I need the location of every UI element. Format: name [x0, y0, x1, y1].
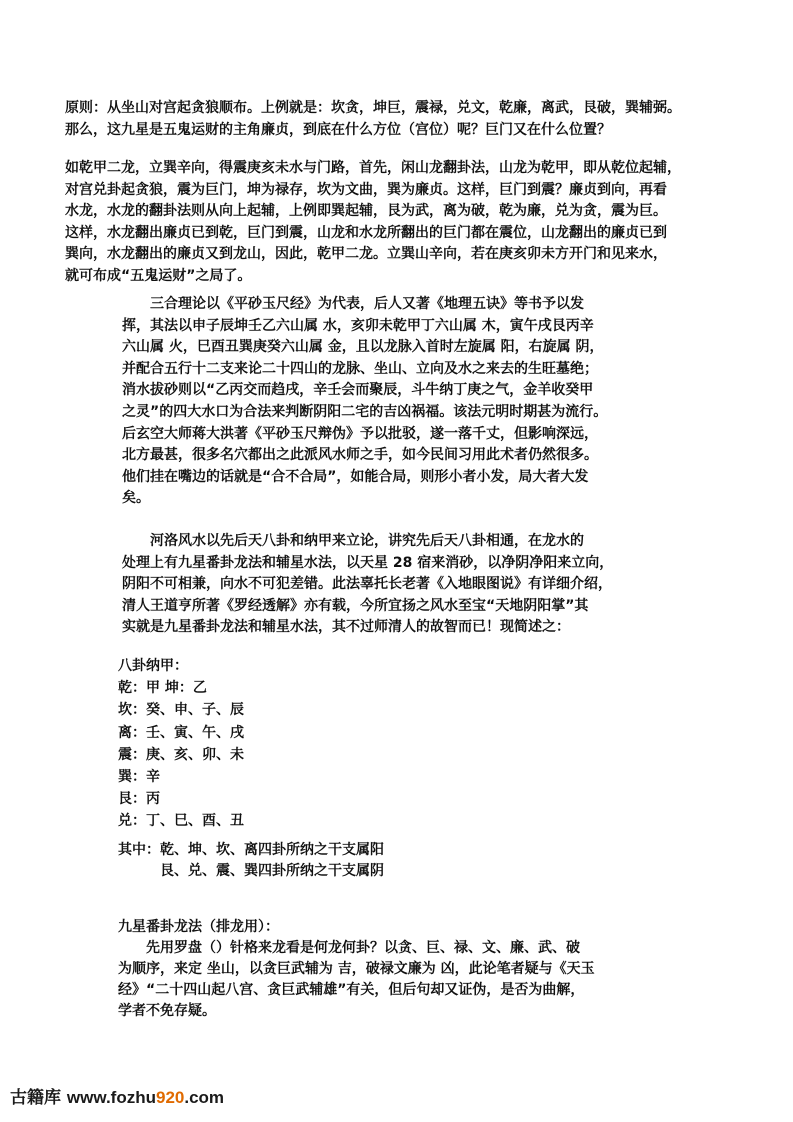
text-line: 处理上有九星番卦龙法和辅星水法，以天星 28 宿来消砂，以净阴净阳来立向，: [122, 554, 614, 571]
paragraph-example: [65, 158, 681, 288]
section-heading: 九星番卦龙法（排龙用）：: [118, 919, 279, 935]
list-item: 震：庚、亥、卯、未: [118, 746, 244, 763]
text-line: 为顺序，来定 坐山，以贪巨武辅为 吉，破禄文廉为 凶，此论笔者疑与《天玉: [118, 961, 595, 977]
text-line: 他们挂在嘴边的话就是“合不合局”，如能合局，则形小者小发，局大者大发: [122, 468, 589, 485]
text-line: 如乾甲二龙，立巽辛向，得震庚亥未水与门路，首先，闲山龙翻卦法，山龙为乾甲，即从乾位起辅，: [65, 160, 681, 176]
site-url-number: 920: [156, 1088, 185, 1107]
section-heading: 八卦纳甲：: [118, 658, 188, 674]
text-line: 河洛风水以先后天八卦和纳甲来立论，讲究先后天八卦相通，在龙水的: [122, 533, 584, 549]
text-line: 消水拔砂则以“乙丙交而趋戌，辛壬会而聚辰，斗牛纳丁庚之气，金羊收癸甲: [122, 382, 594, 399]
text-line: 三合理论以《平砂玉尺经》为代表，后人又著《地理五诀》等书予以发: [122, 296, 584, 312]
text-line: 之灵”的四大水口为合法来判断阴阳二宅的吉凶祸福。该法元明时期甚为流行。: [122, 403, 608, 420]
text-line: 挥，其法以申子辰坤壬乙六山属 水，亥卯未乾甲丁六山属 木，寅午戌艮丙辛: [122, 317, 594, 334]
text-line: 这样，水龙翻出廉贞已到乾，巨门到震，山龙和水龙所翻出的巨门都在震位，山龙翻出的廉贞已到: [65, 224, 667, 241]
text-line: 经》“二十四山起八宫、贪巨武辅雄”有关，但后句却又证伪，是否为曲解，: [118, 982, 585, 998]
text-line: 就可布成“五鬼运财”之局了。: [65, 267, 252, 284]
text-line: 清人王道亨所著《罗经透解》亦有载，今所宜扬之风水至宝“天地阴阳掌”其: [122, 597, 589, 614]
text-line: 后玄空大师蒋大洪著《平砂玉尺辩伪》予以批驳，遂一落千丈，但影响深远，: [122, 425, 598, 442]
jiuxing-section: [118, 917, 595, 1022]
text-line: 那么，这九星是五鬼运财的主角廉贞，到底在什么方位（宫位）呢？巨门又在什么位置？: [65, 121, 611, 138]
text-line: 原则：从坐山对宫起贪狼顺布。上例就是：坎贪，坤巨，震禄，兑文，乾廉，离武，艮破，巽辅弼。: [65, 100, 681, 116]
list-item: 坎：癸、申、子、辰: [118, 702, 244, 719]
text-line: 对宫兑卦起贪狼，震为巨门，坤为禄存，坎为文曲，巽为廉贞。这样，巨门到震？廉贞到向，再看: [65, 181, 667, 198]
list-item: 巽：辛: [118, 769, 160, 786]
text-line: 并配合五行十二支来论二十四山的龙脉、坐山、立向及水之来去的生旺墓绝；: [122, 360, 598, 377]
text-line: 其中：乾、坤、坎、离四卦所纳之干支属阳: [118, 842, 384, 858]
text-line: 艮、兑、震、巽四卦所纳之干支属阴: [118, 863, 384, 879]
text-line: 水龙，水龙的翻卦法则从向上起辅，上例即巽起辅，艮为武，离为破，乾为廉，兑为贪，震为巨。: [65, 203, 667, 220]
site-url-prefix: www.fozhu: [66, 1088, 156, 1107]
list-item: 离：壬、寅、午、戌: [118, 724, 244, 741]
yin-yang-note: [118, 840, 384, 882]
text-line: 学者不免存疑。: [118, 1003, 216, 1019]
text-line: 先用罗盘（）针格来龙看是何龙何卦？以贪、巨、禄、文、廉、武、破: [118, 940, 580, 956]
site-name: 古籍库: [10, 1088, 61, 1108]
paragraph-principle: [65, 98, 681, 141]
text-line: 阴阳不可相兼，向水不可犯差错。此法辜托长老著《入地眼图说》有详细介绍，: [122, 576, 612, 593]
paragraph-heluo: [122, 531, 613, 639]
site-url-suffix: .com: [184, 1088, 225, 1107]
text-line: 矣。: [122, 490, 150, 507]
text-line: 实就是九星番卦龙法和辅星水法，其不过师清人的故智而已！现简述之：: [122, 619, 570, 636]
list-item: 兑：丁、巳、酉、丑: [118, 813, 244, 830]
text-line: 巽向，水龙翻出的廉贞又到龙山，因此，乾甲二龙。立巽山辛向，若在庚亥卯未方开门和见来水，: [65, 246, 667, 263]
bagua-najia-list: [118, 655, 244, 833]
list-item: 艮：丙: [118, 791, 160, 808]
text-line: 六山属 火，巳酉丑巽庚癸六山属 金，且以龙脉入首时左旋属 阳，右旋属 阴，: [122, 339, 604, 356]
list-item: 乾：甲 坤：乙: [118, 680, 207, 697]
paragraph-sanhe: [122, 294, 607, 510]
text-line: 北方最甚，很多名穴都出之此派风水师之手，如今民间习用此术者仍然很多。: [122, 447, 598, 464]
footer-watermark: [10, 1087, 224, 1109]
